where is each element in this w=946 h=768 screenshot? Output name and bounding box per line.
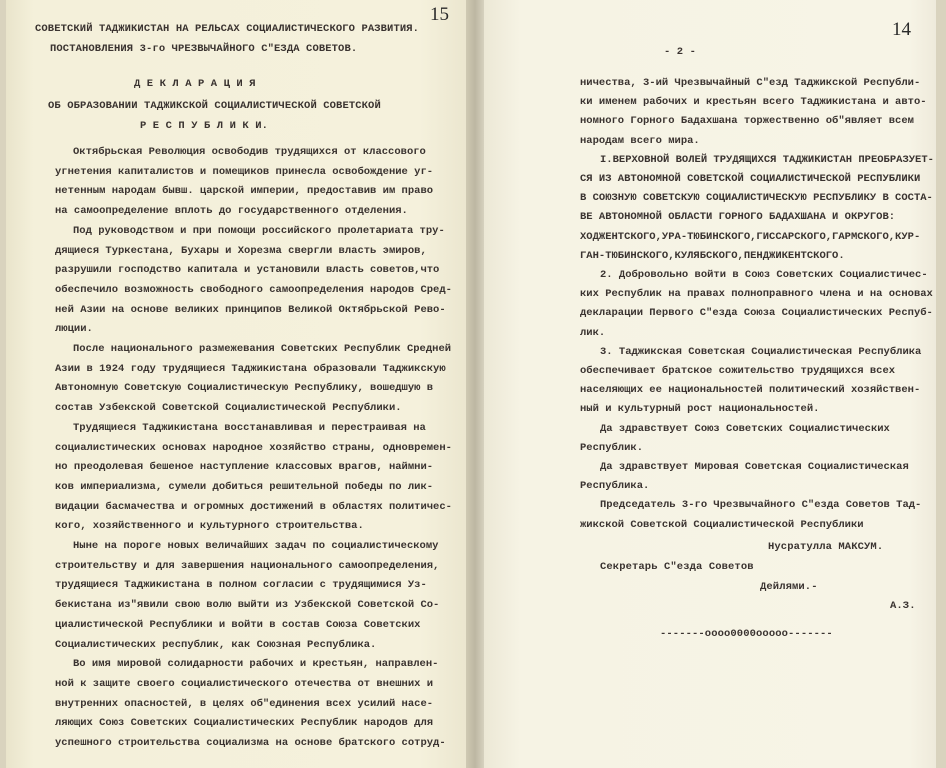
text-line: бекистана из"явили свою волю выйти из Узбекской Советской Со- (55, 599, 440, 612)
text-line: ной к защите своего социалистического отечества от внешних и (55, 677, 434, 690)
text-line: кого, хозяйственного и культурного строительства. (55, 520, 364, 533)
text-line: разрушили господство капитала и установили власть советов,что (55, 264, 440, 277)
text-line: Под руководством и при помощи российского пролетариата тру- (73, 224, 445, 237)
header-line: СОВЕТСКИЙ ТАДЖИКИСТАН НА РЕЛЬСАХ СОЦИАЛИСТИЧЕСКОГО РАЗВИТИЯ. (35, 23, 420, 35)
text-line: нетенным народам бывш. царской империи, предоставив им право (55, 185, 434, 198)
text-line: 3. Таджикская Советская Социалистическая Республика (600, 345, 922, 358)
text-line: угнетения капиталистов и помещиков принесла освобождение уг- (55, 165, 434, 178)
text-line: циалистической Республики и войти в состав Союза Советских (55, 618, 421, 631)
text-line: ких Республик на правах полноправного члена и на основах (580, 288, 933, 301)
typist-initials: А.З. (890, 600, 916, 612)
text-line: жикской Советской Социалистической Республики (580, 518, 864, 531)
text-line: Председатель 3-го Чрезвычайного С"езда Советов Тад- (600, 499, 922, 512)
text-line: СЯ ИЗ АВТОНОМНОЙ СОВЕТСКОЙ СОЦИАЛИСТИЧЕСКОЙ РЕСПУБЛИКИ (580, 173, 921, 185)
text-line: ков империализма, сумели добиться решительной победы по лик- (55, 480, 434, 493)
text-line: ней Азии на основе великих принципов Великой Октябрьской Рево- (55, 303, 446, 316)
closing-rule: -------оооо0000ооооо------- (660, 628, 833, 640)
text-line: 2. Добровольно войти в Союз Советских Социалистичес- (600, 269, 928, 281)
text-line: ляющих Союз Советских Социалистических Республик народов для (55, 717, 434, 730)
text-line: ничества, 3-ий Чрезвычайный С"езд Таджикской Республи- (580, 77, 921, 89)
text-line: успешного строительства социализма на основе братского сотруд- (55, 737, 446, 749)
left-page (6, 0, 466, 768)
text-line: дящиеся Туркестана, Бухары и Хорезма свергли власть эмиров, (55, 244, 427, 257)
text-line: ный и культурный рост национальностей. (580, 403, 820, 416)
secretary-title: Секретарь С"езда Советов (600, 561, 754, 573)
text-line: Автономную Советскую Социалистическую Республику, вошедшую в (55, 382, 434, 395)
text-line: Ныне на пороге новых величайших задач по социалистическому (73, 540, 439, 552)
text-line: ГАН-ТЮБИНСКОГО,КУЛЯБСКОГО,ПЕНДЖИКЕНТСКОГО. (580, 249, 845, 262)
text-line: населяющих ее национальностей политический хозяйствен- (580, 384, 921, 397)
text-line: обеспечивает братское сожительство трудящихся всех (580, 365, 896, 377)
text-line: обеспечило возможность свободного самоопределения народов Сред- (55, 283, 452, 296)
right-page (484, 0, 936, 768)
text-line: ХОДЖЕНТСКОГО,УРА-ТЮБИНСКОГО,ГИССАРСКОГО,ГАРМСКОГО,КУР- (580, 230, 921, 243)
text-line: Во имя мировой солидарности рабочих и крестьян, направлен- (73, 658, 439, 671)
document-title: Д Е К Л А Р А Ц И Я (134, 78, 256, 90)
text-line: декларации Первого С"езда Союза Социалистических Респуб- (580, 307, 933, 320)
text-line: Азии в 1924 году трудящиеся Таджикистана образовали Таджикскую (55, 362, 446, 375)
text-line: лик. (580, 326, 606, 339)
text-line: Республика. (580, 480, 650, 493)
text-line: Социалистических республик, как Союзная Республика. (55, 638, 377, 651)
typed-page-number: - 2 - (664, 46, 697, 58)
text-line: Республик. (580, 441, 644, 454)
text-line: на самоопределение вплоть до государственного отделения. (55, 205, 408, 218)
text-line: социалистических основах народное хозяйство страны, одновремен- (55, 441, 452, 454)
text-line: Да здравствует Мировая Советская Социалистическая (600, 461, 909, 473)
text-line: I.ВЕРХОВНОЙ ВОЛЕЙ ТРУДЯЩИХСЯ ТАДЖИКИСТАН ПРЕОБРАЗУЕТ- (600, 153, 934, 166)
text-line: ки именем рабочих и крестьян всего Таджикистана и авто- (580, 96, 927, 109)
text-line: народам всего мира. (580, 134, 700, 147)
text-line: внутренних опасностей, в целях об"единения всех усилий насе- (55, 697, 434, 710)
text-line: люции. (55, 323, 93, 336)
text-line: После национального размежевания Советских Республик Средней (73, 343, 452, 355)
text-line: трудящиеся Таджикистана в полном согласии с трудящимися Уз- (55, 579, 427, 592)
document-subtitle: ОБ ОБРАЗОВАНИИ ТАДЖИКСКОЙ СОЦИАЛИСТИЧЕСКОЙ СОВЕТСКОЙ (48, 100, 381, 112)
book-gutter (466, 0, 484, 768)
secretary-signature: Дейлями.- (760, 581, 818, 593)
text-line: Трудящиеся Таджикистана восстанавливая и перестраивая на (73, 421, 426, 434)
text-line: строительству и для завершения национального самоопределения, (55, 559, 440, 572)
text-line: но преодолевая бешеное наступление классовых врагов, наймни- (55, 461, 434, 474)
text-line: номного Горного Бадахшана торжественно об"являет всем (580, 115, 914, 128)
chairman-signature: Нусратулла МАКСУМ. (768, 541, 884, 553)
text-line: Да здравствует Союз Советских Социалистических (600, 422, 890, 435)
header-line: ПОСТАНОВЛЕНИЯ 3-го ЧРЕЗВЫЧАЙНОГО С"ЕЗДА СОВЕТОВ. (50, 43, 358, 55)
page-number: 15 (430, 4, 449, 25)
text-line: ВЕ АВТОНОМНОЙ ОБЛАСТИ ГОРНОГО БАДАХШАНА И ОКРУГОВ: (580, 211, 896, 224)
text-line: состав Узбекской Советской Социалистической Республики. (55, 402, 402, 415)
text-line: В СОЮЗНУЮ СОВЕТСКУЮ СОЦИАЛИСТИЧЕСКУЮ РЕСПУБЛИКУ В СОСТА- (580, 192, 933, 205)
text-line: Октябрьская Революция освободив трудящихся от классового (73, 146, 426, 158)
text-line: видации басмачества и огромных достижений в областях политичес- (55, 500, 452, 513)
document-subtitle: Р Е С П У Б Л И К И. (140, 120, 269, 132)
page-number: 14 (892, 19, 911, 40)
